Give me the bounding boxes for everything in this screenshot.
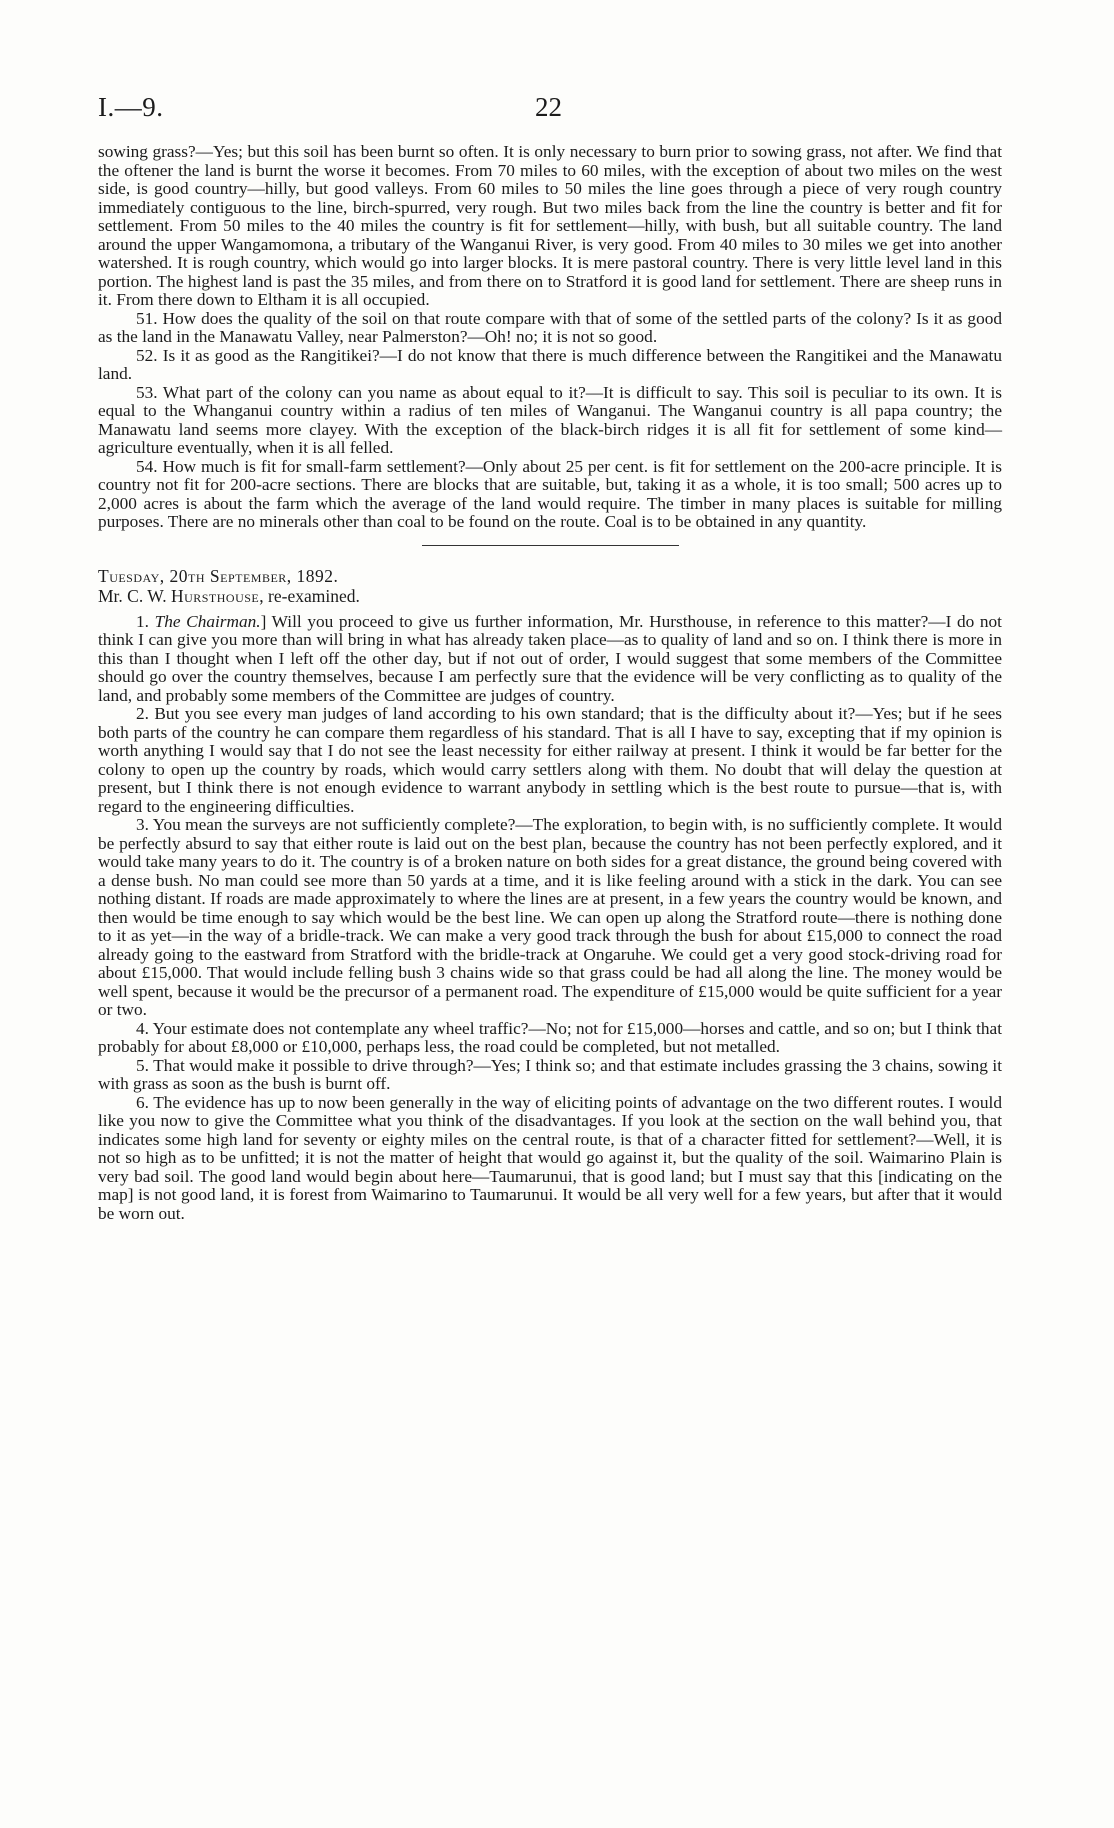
section-divider	[422, 545, 679, 546]
question-1-speaker: The Chairman.	[154, 611, 261, 631]
question-5: 5. That would make it possible to drive through?—Yes; I think so; and that estimate includes grassing the 3 chains, sowing it with grass as soon as the bush is burnt off.	[98, 1055, 1002, 1093]
question-53: 53. What part of the colony can you name as about equal to it?—It is difficult to say. This soil is peculiar to its own. It is equal to the Whanganui country within a radius of ten miles of Wanganui. The Wanganui country is all papa country; the Manawatu land seems more clayey. With the exception of the black-birch ridges it is all fit for settlement of some kind—agriculture eventually, when it is all felled.	[98, 382, 1002, 457]
question-4: 4. Your estimate does not contemplate any wheel traffic?—No; not for £15,000—horses and cattle, and so on; but I think that probably for about £8,000 or £10,000, perhaps less, the road could be completed, but not metalled.	[98, 1018, 1002, 1056]
question-3: 3. You mean the surveys are not sufficiently complete?—The exploration, to begin with, is no sufficiently complete. It would be perfectly absurd to say that either route is laid out on the best plan, because the country has not been perfectly explored, and it would take many years to do it. The country is of a broken nature on both sides for a great distance, the ground being covered with a dense bush. No man could see more than 50 yards at a time, and it is like feeling around with a stick in the dark. You can see nothing distant. If roads are made approximately to where the lines are at present, in a few years the country would be known, and then would be time enough to say which would be the best line. We can open up along the Stratford route—there is nothing done to it as yet—in the way of a bridle-track. We can make a very good track through the bush for about £15,000 to connect the road already going to the eastward from Stratford with the bridle-track at Ongaruhe. We could get a very good stock-driving road for about £15,000. That would include felling bush 3 chains wide so that grass could be had all along the line. The money would be well spent, because it would be the precursor of a permanent road. The expenditure of £15,000 would be quite sufficient for a year or two.	[98, 815, 1002, 1019]
witness-heading	[98, 586, 1002, 606]
witness-name: Hursthouse	[170, 585, 260, 606]
witness-prefix: Mr. C. W.	[98, 585, 171, 606]
question-1-number: 1.	[136, 611, 155, 631]
page-number: 22	[535, 92, 562, 122]
continued-answer: sowing grass?—Yes; but this soil has been burnt so often. It is only necessary to burn prior to sowing grass, not after. We find that the oftener the land is burnt the worse it becomes. From 70 miles to 60 miles, with the exception of about two miles on the west side, is good country—hilly, but good valleys. From 60 miles to 50 miles the line goes through a piece of very rough country immediately contiguous to the line, birch-spurred, very rough. But two miles back from the line the country is better and fit for settlement. From 50 miles to the 40 miles the country is fit for settlement—hilly, with bush, but all suitable country. The land around the upper Wangamomona, a tributary of the Wanganui River, is very good. From 40 miles to 30 miles we get into another watershed. It is rough country, which would go into larger blocks. It is mere pastoral country. There is very little level land in this portion. The highest land is past the 35 miles, and from there on to Stratford it is good land for settlement. There are sheep runs in it. From there down to Eltham it is all occupied.	[98, 142, 1002, 309]
question-1-text: ] Will you proceed to give us further information, Mr. Hursthouse, in reference to this matter?—I do not think I can give you more than will bring in what has already taken place—as to quality of land and so on. I think there is more in this than I thought when I left off the other day, but if not out of order, I would suggest that some members of the Committee should go over the country themselves, because I am perfectly sure that the evidence will be very conflicting as to quality of the land, and probably some members of the Committee are judges of country.	[98, 611, 1002, 705]
question-54: 54. How much is fit for small-farm settlement?—Only about 25 per cent. is fit for settlement on the 200-acre principle. It is country not fit for 200-acre sections. There are blocks that are suitable, but, taking it as a whole, it is too small; 500 acres up to 2,000 acres is about the farm which the average of the land would require. The timber in many places is suitable for milling purposes. There are no minerals other than coal to be found on the route. Coal is to be obtained in any quantity.	[98, 456, 1002, 531]
page-body	[98, 143, 1002, 1223]
question-1	[98, 613, 1002, 706]
question-52: 52. Is it as good as the Rangitikei?—I do not know that there is much difference between the Rangitikei and the Manawatu land.	[98, 345, 1002, 383]
session-date-heading: Tuesday, 20th September, 1892.	[98, 565, 339, 586]
witness-suffix: , re-examined.	[259, 585, 360, 606]
question-51: 51. How does the quality of the soil on that route compare with that of some of the settled parts of the colony? Is it as good as the land in the Manawatu Valley, near Palmerston?—Oh! no; it is not so good.	[98, 308, 1002, 346]
question-2: 2. But you see every man judges of land according to his own standard; that is the difficulty about it?—Yes; but if he sees both parts of the country he can compare them regardless of his standard. That is all I have to say, excepting that if my opinion is worth anything I would say that I do not see the least necessity for either railway at present. I think it would be far better for the colony to open up the country by roads, which would carry settlers along with them. No doubt that will delay the question at present, but I think there is not enough evidence to warrant anybody in settling which is the best route to pursue—that is, with regard to the engineering difficulties.	[98, 704, 1002, 816]
report-reference: I.—9.	[98, 92, 164, 122]
question-6: 6. The evidence has up to now been generally in the way of eliciting points of advantage on the two different routes. I would like you now to give the Committee what you think of the disadvantages. If you look at the section on the wall behind you, that indicates some high land for seventy or eighty miles on the central route, is that of a character fitted for settlement?—Well, it is not so high as to be unfitted; it is not the matter of height that would go against it, but the quality of the soil. Waimarino Plain is very bad soil. The good land would begin about here—Taumarunui, that is good land; but I must say that this [indicating on the map] is not good land, it is forest from Waimarino to Taumarunui. It would be all very well for a few years, but after that it would be worn out.	[98, 1092, 1002, 1223]
